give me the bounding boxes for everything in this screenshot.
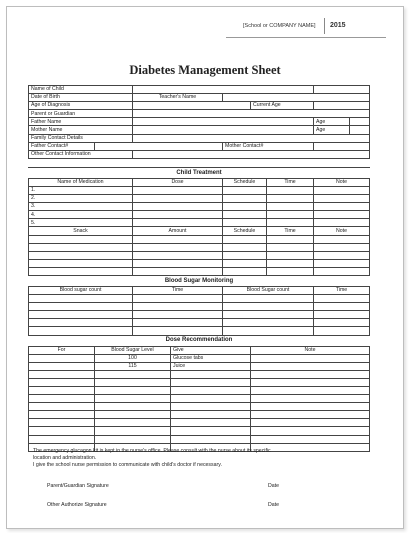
dose-row (29, 354, 370, 362)
footer-line: The emergency glucagon kit is kept in the nurse's office. Please consult with the nurse about its specific (33, 448, 271, 454)
bs-row (29, 319, 370, 327)
other-signature-label: Other Authorize Signature (47, 502, 107, 508)
dose-row (29, 403, 370, 411)
cell[interactable] (29, 370, 95, 378)
row-contacts (29, 142, 370, 150)
col-amount: Amount (133, 227, 223, 235)
dose-row (29, 411, 370, 419)
cell[interactable] (29, 419, 95, 427)
cell[interactable] (133, 295, 223, 303)
col-time: Time (133, 286, 223, 294)
cell[interactable] (251, 403, 370, 411)
cell[interactable] (133, 311, 223, 319)
footer-line: I give the school nurse permission to communicate with child's doctor if necessary. (33, 462, 222, 468)
diabetes-form-table (28, 85, 370, 452)
col-blood-sugar-count: Blood sugar count (29, 286, 133, 294)
col-for: For (29, 346, 95, 354)
cell[interactable] (251, 419, 370, 427)
bs-row (29, 327, 370, 335)
cell[interactable] (223, 311, 314, 319)
col-time: Time (267, 178, 314, 186)
col-give: Give (171, 346, 251, 354)
snack-header-row (29, 227, 370, 235)
cell[interactable] (314, 327, 370, 335)
col-schedule: Schedule (223, 178, 267, 186)
cell[interactable] (95, 411, 171, 419)
dose-level: 115 (95, 362, 171, 370)
dose-header-row (29, 346, 370, 354)
cell[interactable] (95, 427, 171, 435)
cell[interactable] (223, 203, 267, 211)
cell[interactable] (133, 186, 223, 194)
cell[interactable] (29, 327, 133, 335)
cell[interactable] (314, 186, 370, 194)
row-dob (29, 94, 370, 102)
row-spacer (29, 158, 370, 167)
dose-row (29, 370, 370, 378)
row-father-name (29, 118, 370, 126)
snack-row (29, 235, 370, 243)
cell[interactable] (171, 387, 251, 395)
med-row-number: 1. (29, 186, 133, 194)
cell[interactable] (267, 219, 314, 227)
cell[interactable] (314, 259, 370, 267)
cell[interactable] (95, 395, 171, 403)
field-mother-age[interactable] (350, 126, 370, 134)
cell[interactable] (133, 319, 223, 327)
header-divider (324, 18, 325, 34)
col-blood-sugar-count: Blood Sugar count (223, 286, 314, 294)
cell[interactable] (29, 362, 95, 370)
cell[interactable] (314, 295, 370, 303)
field-parent-or-guardian[interactable] (133, 110, 370, 118)
cell[interactable] (267, 259, 314, 267)
dose-row (29, 395, 370, 403)
label-father-name: Father Name (29, 118, 133, 126)
cell[interactable] (29, 387, 95, 395)
bs-row (29, 303, 370, 311)
cell[interactable] (171, 427, 251, 435)
bs-row (29, 311, 370, 319)
field-name-of-child[interactable] (133, 86, 314, 94)
row-parent-guardian (29, 110, 370, 118)
med-row-number: 2. (29, 195, 133, 203)
dose-row (29, 419, 370, 427)
row-family-contact (29, 134, 370, 142)
med-header-row (29, 178, 370, 186)
dose-give: Juice (171, 362, 251, 370)
page-title: Diabetes Management Sheet (129, 63, 281, 77)
field-current-age[interactable] (314, 102, 370, 110)
cell[interactable] (223, 195, 267, 203)
cell[interactable] (95, 387, 171, 395)
cell[interactable] (133, 327, 223, 335)
col-time: Time (267, 227, 314, 235)
cell[interactable] (251, 362, 370, 370)
label-date-of-birth: Date of Birth (29, 94, 133, 102)
cell[interactable] (171, 419, 251, 427)
dose-give: Glucose tabs (171, 354, 251, 362)
cell[interactable] (223, 319, 314, 327)
field-other-contact[interactable] (133, 150, 370, 158)
cell[interactable] (95, 378, 171, 386)
cell[interactable] (267, 251, 314, 259)
cell[interactable] (251, 378, 370, 386)
cell[interactable] (223, 303, 314, 311)
spacer (29, 158, 370, 167)
cell[interactable] (267, 203, 314, 211)
label-other-contact: Other Contact Information (29, 150, 133, 158)
cell[interactable] (95, 435, 171, 443)
cell[interactable] (223, 295, 314, 303)
cell[interactable] (95, 419, 171, 427)
cell[interactable] (171, 403, 251, 411)
field-father-contact[interactable] (95, 142, 223, 150)
field-teachers-name[interactable] (223, 94, 370, 102)
cell[interactable] (133, 303, 223, 311)
cell[interactable] (223, 243, 267, 251)
company-name: [School or COMPANY NAME] (243, 23, 316, 29)
col-note: Note (251, 346, 370, 354)
cell[interactable] (267, 211, 314, 219)
cell[interactable] (267, 243, 314, 251)
field-age-of-diagnosis[interactable] (133, 102, 251, 110)
cell[interactable] (29, 435, 95, 443)
col-time: Time (314, 286, 370, 294)
cell[interactable] (223, 259, 267, 267)
col-schedule: Schedule (223, 227, 267, 235)
cell[interactable] (223, 219, 267, 227)
col-snack: Snack (29, 227, 133, 235)
cell[interactable] (314, 219, 370, 227)
label-age-of-diagnosis: Age of Diagnosis (29, 102, 133, 110)
cell[interactable] (133, 259, 223, 267)
cell[interactable] (314, 235, 370, 243)
snack-row (29, 251, 370, 259)
label-name-of-child: Name of Child (29, 86, 133, 94)
cell[interactable] (223, 327, 314, 335)
cell[interactable] (133, 219, 223, 227)
label-teachers-name: Teacher's Name (133, 94, 223, 102)
row-mother-name (29, 126, 370, 134)
col-dose: Dose (133, 178, 223, 186)
cell[interactable] (29, 243, 133, 251)
field-blank[interactable] (314, 86, 370, 94)
cell[interactable] (314, 243, 370, 251)
field-family-contact-details[interactable] (133, 134, 370, 142)
parent-signature-label: Parent/Guardian Signature (47, 483, 109, 489)
bs-row (29, 295, 370, 303)
row-name-of-child (29, 86, 370, 94)
cell[interactable] (314, 303, 370, 311)
cell[interactable] (251, 370, 370, 378)
cell[interactable] (267, 267, 314, 275)
col-note: Note (314, 178, 370, 186)
cell[interactable] (267, 195, 314, 203)
section-dose-recommendation: Dose Recommendation (29, 335, 370, 346)
med-row (29, 211, 370, 219)
col-blood-sugar-level: Blood Sugar Level (95, 346, 171, 354)
cell[interactable] (133, 235, 223, 243)
med-row (29, 195, 370, 203)
cell[interactable] (171, 370, 251, 378)
cell[interactable] (29, 354, 95, 362)
cell[interactable] (29, 378, 95, 386)
row-other-contact (29, 150, 370, 158)
cell[interactable] (29, 295, 133, 303)
cell[interactable] (223, 186, 267, 194)
snack-row (29, 267, 370, 275)
field-father-name[interactable] (133, 118, 314, 126)
cell[interactable] (29, 303, 133, 311)
med-row (29, 219, 370, 227)
label-current-age: Current Age (251, 102, 314, 110)
row-age-of-diagnosis (29, 102, 370, 110)
dose-row (29, 435, 370, 443)
cell[interactable] (29, 259, 133, 267)
cell[interactable] (267, 186, 314, 194)
cell[interactable] (133, 243, 223, 251)
cell[interactable] (29, 427, 95, 435)
cell[interactable] (29, 235, 133, 243)
label-mother-contact: Mother Contact# (223, 142, 314, 150)
bs-header-row (29, 286, 370, 294)
snack-row (29, 243, 370, 251)
dose-row (29, 362, 370, 370)
col-note: Note (314, 227, 370, 235)
field-father-age[interactable] (350, 118, 370, 126)
field-mother-name[interactable] (133, 126, 314, 134)
cell[interactable] (251, 427, 370, 435)
cell[interactable] (314, 267, 370, 275)
date-label: Date (268, 483, 279, 489)
cell[interactable] (29, 311, 133, 319)
cell[interactable] (251, 395, 370, 403)
cell[interactable] (29, 395, 95, 403)
col-name-of-medication: Name of Medication (29, 178, 133, 186)
section-blood-sugar: Blood Sugar Monitoring (29, 275, 370, 286)
cell[interactable] (314, 251, 370, 259)
section-child-treatment: Child Treatment (29, 167, 370, 178)
dose-level: 100 (95, 354, 171, 362)
cell[interactable] (223, 267, 267, 275)
cell[interactable] (314, 319, 370, 327)
cell[interactable] (29, 403, 95, 411)
cell[interactable] (133, 195, 223, 203)
date-label: Date (268, 502, 279, 508)
label-father-contact: Father Contact# (29, 142, 95, 150)
header-rule (226, 37, 386, 38)
snack-row (29, 259, 370, 267)
cell[interactable] (314, 211, 370, 219)
field-mother-contact[interactable] (314, 142, 370, 150)
document-year: 2015 (330, 22, 346, 29)
cell[interactable] (171, 378, 251, 386)
cell[interactable] (223, 235, 267, 243)
med-row-number: 5. (29, 219, 133, 227)
glucagon-note (33, 448, 271, 469)
cell[interactable] (267, 235, 314, 243)
cell[interactable] (223, 211, 267, 219)
label-family-contact-details: Family Contact Details (29, 134, 133, 142)
label-parent-or-guardian: Parent or Guardian (29, 110, 133, 118)
med-row-number: 4. (29, 211, 133, 219)
cell[interactable] (29, 411, 95, 419)
cell[interactable] (133, 251, 223, 259)
footer-line: location and administration. (33, 455, 97, 461)
dose-row (29, 387, 370, 395)
cell[interactable] (95, 370, 171, 378)
dose-row (29, 378, 370, 386)
cell[interactable] (251, 387, 370, 395)
cell[interactable] (171, 395, 251, 403)
cell[interactable] (29, 267, 133, 275)
med-row-number: 3. (29, 203, 133, 211)
cell[interactable] (133, 211, 223, 219)
cell[interactable] (251, 354, 370, 362)
label-father-age: Age (314, 118, 350, 126)
med-row (29, 186, 370, 194)
cell[interactable] (314, 311, 370, 319)
cell[interactable] (171, 435, 251, 443)
cell[interactable] (171, 411, 251, 419)
cell[interactable] (95, 403, 171, 411)
label-mother-age: Age (314, 126, 350, 134)
dose-row (29, 427, 370, 435)
cell[interactable] (314, 195, 370, 203)
label-mother-name: Mother Name (29, 126, 133, 134)
cell[interactable] (314, 203, 370, 211)
cell[interactable] (223, 251, 267, 259)
med-row (29, 203, 370, 211)
cell[interactable] (29, 319, 133, 327)
cell[interactable] (251, 435, 370, 443)
cell[interactable] (133, 203, 223, 211)
cell[interactable] (29, 251, 133, 259)
cell[interactable] (133, 267, 223, 275)
cell[interactable] (251, 411, 370, 419)
